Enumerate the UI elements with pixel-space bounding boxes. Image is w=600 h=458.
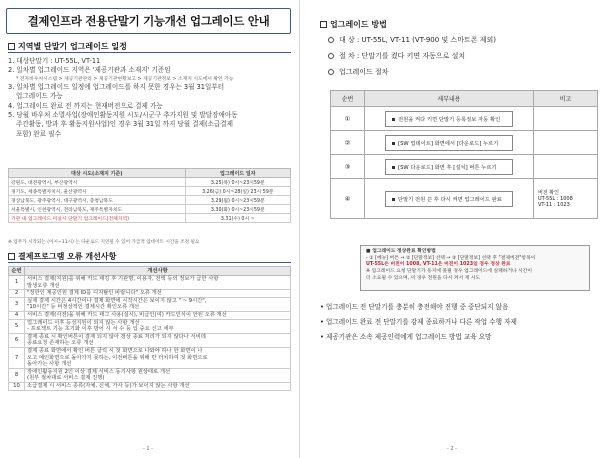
table-row xyxy=(9,368,291,382)
table-row xyxy=(9,347,291,368)
checkbox-icon xyxy=(8,253,15,260)
version-vt11: VT-11 : 1023 xyxy=(538,202,570,208)
schedule-note: ※ 업무가 시작되는 (아시~11시) 는 다운로드 지연될 수 있어 가급적 업데이트 시간을 조정 필요 xyxy=(8,240,200,245)
table-row xyxy=(9,319,291,333)
fix-line: 실제 결제 시간은 4시간이나 결제 화면에 시작시간은 보이지 않고 " ~ 9시간", xyxy=(27,297,207,304)
bullet-upgrade-steps-text: 업그레이드 절차 xyxy=(339,68,389,76)
section-schedule-heading xyxy=(8,41,127,52)
verification-title: ■ 업그레이드 정상완료 확인방법 xyxy=(366,249,436,254)
fix-line: 소급결제 시 서비스 종류(자체, 신체, 가사 등)가 보이지 않는 사항 개선 xyxy=(27,382,190,389)
fix-number: 1 xyxy=(9,276,25,290)
schedule-table xyxy=(8,168,291,223)
bullet-icon xyxy=(392,166,395,169)
fix-line: "10시간" 등 비정상적인 결제시간 확인오류 개선 xyxy=(27,304,140,311)
step-detail xyxy=(365,131,534,155)
fix-number: 5 xyxy=(9,319,25,333)
step-detail xyxy=(365,179,534,219)
schedule-header-date: 업그레이드 일자 xyxy=(185,169,291,178)
schedule-date: 3.31(수) 0시 ~ xyxy=(185,214,291,223)
fix-detail xyxy=(25,311,291,319)
section-method-heading xyxy=(320,19,387,30)
item-3-cont: 업그레이드 가능 xyxy=(16,92,63,101)
checkbox-icon xyxy=(320,21,327,28)
schedule-region: 강원도, 대전광역시, 부산광역시 xyxy=(9,178,186,187)
step-box xyxy=(385,159,513,175)
fix-detail xyxy=(25,347,291,368)
schedule-date: 3.25(목) 0시~23시59분 xyxy=(185,178,291,187)
section-method-label: 업그레이드 방법 xyxy=(330,20,387,29)
fix-number: 4 xyxy=(9,311,25,319)
schedule-items xyxy=(8,57,293,139)
table-row xyxy=(331,179,598,219)
verification-line: UT-55L은 버전이 1008, VT-11은 버전이 1023일 경우 정상 완료 xyxy=(366,262,511,268)
table-row xyxy=(9,276,291,290)
circle-bullet-icon xyxy=(328,69,334,75)
table-row xyxy=(331,107,598,131)
note-item: • 업그레이드 완료 전 단말기를 강제 종료하거나 다른 작업 수행 자제 xyxy=(320,318,517,326)
fix-line: "정한인 제공인원 결제 ID를 디지탈인 바람니다" 오류 개선 xyxy=(27,290,162,297)
table-row xyxy=(9,187,291,196)
fix-line: 장애인활동지원 2인 이상 결제 서비스 동기사항 원상태로 개선 xyxy=(27,368,171,375)
table-row xyxy=(9,178,291,187)
page-divider xyxy=(299,0,300,458)
fix-line: (원부 절차대로 서비스 결제 진행) xyxy=(27,375,105,382)
fix-detail xyxy=(25,297,291,311)
fixes-table xyxy=(8,266,291,391)
steps-header-number: 순번 xyxy=(331,91,365,107)
circle-bullet-icon xyxy=(328,37,334,43)
step-detail xyxy=(365,155,534,179)
fix-number: 8 xyxy=(9,368,25,382)
fix-line: 발생오류 개선 xyxy=(27,282,60,289)
fix-number: 3 xyxy=(9,297,25,311)
fix-detail xyxy=(25,290,291,298)
fix-number: 10 xyxy=(9,382,25,390)
schedule-region: 경상남북도, 광주광역시, 대구광역시, 충청남북도 xyxy=(9,196,186,205)
note-item: • 제공기관은 소속 제공인력에게 업그레이드 방법 교육 요망 xyxy=(320,333,492,341)
step-text: [SW 다운로드] 화면 후 [설치] 버튼 누르기 xyxy=(398,164,497,171)
schedule-region: 서울특별시, 인천광역시, 전라남북도, 제주특별자치도 xyxy=(9,205,186,214)
schedule-region: 경기도, 세종특별자치시, 울산광역시 xyxy=(9,187,186,196)
verification-line: - ① [메뉴] 버튼 → ② [단말정보] 선택 → ③ [단말정보] 선택 후 "결제버전"항목이 xyxy=(366,255,536,261)
fix-line: 돌아가는 사항 개선 xyxy=(27,361,72,368)
circle-bullet-icon xyxy=(328,53,334,59)
page-2 xyxy=(304,0,600,458)
fix-line: 결제 종료 시 확인버튼이 결제 되지 않아 정상 종료 처리가 되지 않다나 서비데 xyxy=(27,333,206,340)
verification-line: ※ 업그레이드 요청 단말기가 동지에 몰릴 경우 업그레이드에 실패하거나 시간이 xyxy=(366,269,533,275)
fix-detail xyxy=(25,382,291,390)
schedule-date: 3.30(화) 0시~23시59분 xyxy=(185,205,291,214)
step-note xyxy=(534,107,598,131)
fix-line: 업그레이드 이후 등성지된이 되지 않는 사항 개선 xyxy=(27,319,140,326)
table-row xyxy=(9,333,291,347)
step-text: [SW 업데이트] 화면에서 [다운로드] 누르기 xyxy=(398,140,499,147)
page-number: - 1 - xyxy=(143,446,153,452)
document-title: 결제인프라 전용단말기 기능개선 업그레이드 안내 xyxy=(6,8,291,34)
verification-box xyxy=(360,245,590,291)
steps-header-detail: 세부내용 xyxy=(365,91,534,107)
bullet-icon xyxy=(392,118,395,121)
step-note xyxy=(534,131,598,155)
schedule-date: 3.26(금) 0시~28(일) 23시 59분 xyxy=(185,187,291,196)
table-row xyxy=(331,131,598,155)
bullet-target-text: 대 상 : UT-55L, VT-11 (VT-900 및 스마트폰 제외) xyxy=(339,36,496,44)
step-number: ① xyxy=(331,107,365,131)
item-4: 4. 업그레이드 완료 전 까지는 현재버전으로 결제 가능 xyxy=(8,101,163,110)
table-row xyxy=(9,214,291,223)
table-row xyxy=(9,382,291,390)
version-ut55l: UT-55L : 1008 xyxy=(538,196,573,202)
bullet-upgrade-steps xyxy=(328,67,389,77)
page-1 xyxy=(0,0,296,458)
step-box xyxy=(385,191,513,207)
fix-line: - 프로젝트 기능 초기화 이후 방어 시 서 수 등 입 중요 신고 세부 xyxy=(27,326,174,333)
fix-line: 종료요청 존재하는 오류 개선 xyxy=(27,340,94,347)
bullet-icon xyxy=(392,142,395,145)
item-3: 3. 일차별 업그레이드 일정에 업그레이드를 하지 못한 경우는 3월 31일부터 xyxy=(8,82,225,91)
step-note xyxy=(534,155,598,179)
table-row xyxy=(9,196,291,205)
step-text: 전원을 켜다 키면 단말기 등록정보 자동 확인 xyxy=(398,116,501,123)
section-schedule-label: 지역별 단말기 업그레이드 일정 xyxy=(18,42,127,51)
table-row xyxy=(331,155,598,179)
bullet-procedure-text: 절 차 : 단말기를 켰다 키면 자동으로 설치 xyxy=(339,52,466,60)
table-row xyxy=(9,297,291,311)
item-1: 1. 대상단말기 : UT-55L, VT-11 xyxy=(8,57,101,65)
item-5-cont-1: 주간활동, 방과 후 활동지원사업)인 경우 3월 31일 까지 당월 결제(소급결제 xyxy=(16,120,234,129)
step-note xyxy=(534,179,598,219)
steps-table xyxy=(330,90,598,219)
fix-line: 서비스 결제(사전)을 위해 카드 태그 사용(실시), 비급인(여) 카드인식이 안된 오류 개선 xyxy=(27,311,227,318)
steps-header-note: 비고 xyxy=(534,91,598,107)
schedule-header-region: 대상 시도(소재지 기준) xyxy=(9,169,186,178)
fix-detail xyxy=(25,333,291,347)
bullet-icon xyxy=(392,198,395,201)
fix-line: 오고 예인화면으로 돌아가지 못하는, 이전버튼을 위해 반 터치하여 첫 화면으로 xyxy=(27,354,208,361)
table-row xyxy=(9,311,291,319)
note-item: • 업그레이드 전 단말기를 충분히 충전해야 진행 중 중단되지 않음 xyxy=(320,303,509,311)
fixes-header-number: 순번 xyxy=(9,267,25,276)
table-row xyxy=(9,205,291,214)
bullet-procedure xyxy=(328,51,465,61)
fix-number: 7 xyxy=(9,347,25,368)
verification-line: 더 소요될 수 있으며, 이 경우 전원을 다시 켜서 재 시도 xyxy=(366,275,481,281)
section-fixes-heading xyxy=(8,251,116,262)
fix-line: 서비스 결제(지원)를 위해 카드 태깅 후 기관명, 이용자, 전액 등의 정보가 급한 사항 xyxy=(27,276,219,282)
item-5: 5. 당월 바우처 소멸사업(장애인활동지원 시도/시군구 추가지원 및 발달장애아동 xyxy=(8,111,238,120)
fix-detail xyxy=(25,368,291,382)
fix-detail xyxy=(25,276,291,290)
fixes-header-detail: 개선사항 xyxy=(25,267,291,276)
table-row xyxy=(9,290,291,298)
schedule-region: 기관 내 업그레이드 미실시 단말기 업그레이드(전체지역) xyxy=(9,214,186,223)
section-fixes-label: 결제프로그램 오류 개선사항 xyxy=(18,252,117,261)
item-2-subnote: * 전자바우처시스템 > 제공기관관리 > 제공기관현황보고 > 제공기관정보 > 소재지 시도에서 확인 가능 xyxy=(16,76,234,82)
step-detail xyxy=(365,107,534,131)
step-box xyxy=(385,135,513,151)
step-number: ② xyxy=(331,131,365,155)
upgrade-notes xyxy=(320,300,600,345)
schedule-date: 3.29(월) 0시~23시59분 xyxy=(185,196,291,205)
fix-line: 결제 종료 화면에서 확인 버튼 클릭 시 첫 화면으로 나와야 하나 한 화면이 나 xyxy=(27,347,203,354)
item-2: 2. 일차별 업그레이드 지역은 '제공기관과 소재지' 기준임 xyxy=(8,66,171,75)
step-number: ③ xyxy=(331,155,365,179)
fix-number: 6 xyxy=(9,333,25,347)
step-box xyxy=(385,111,513,127)
step-number: ④ xyxy=(331,179,365,219)
checkbox-icon xyxy=(8,43,15,50)
step-text: 단말기 전원 끈 후 다시 켜면 업그레이드 완료 xyxy=(398,196,502,203)
item-5-cont-2: 포함) 완료 필수 xyxy=(16,129,61,138)
fix-detail xyxy=(25,319,291,333)
page-number: - 2 - xyxy=(447,446,457,452)
version-check-label: 버전 확인 xyxy=(538,190,559,196)
bullet-target xyxy=(328,35,496,45)
fix-number: 2 xyxy=(9,290,25,298)
